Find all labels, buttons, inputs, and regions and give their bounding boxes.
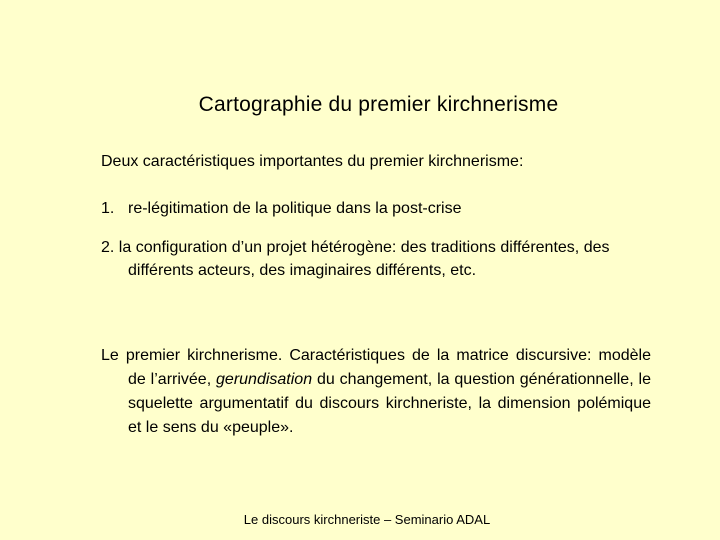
intro-text: Deux caractéristiques importantes du premier kirchnerisme:	[101, 153, 524, 170]
list-item-1-number: 1.	[101, 200, 115, 217]
paragraph-text-end: du changement, la question générationnelle, le squelette argumentatif du discours kirchneriste, la dimension polémique et le sens du «peuple».	[128, 371, 651, 436]
list-item-1-text: re-légitimation de la politique dans la post-crise	[128, 200, 462, 217]
slide-footer: Le discours kirchneriste – Seminario ADAL	[243, 512, 491, 527]
paragraph-text-start: Le premier kirchnerisme. Caractéristiques de la matrice discursive: modèle de l’arrivée,	[101, 347, 651, 388]
paragraph	[101, 344, 651, 440]
list-item-1	[101, 197, 651, 220]
paragraph-italic-term: gerundisation	[216, 371, 313, 388]
list-item-2: 2. la configuration d’un projet hétérogène: des traditions différentes, des différents acteurs, des imaginaires différents, etc.	[101, 239, 610, 279]
slide-title: Cartographie du premier kirchnerisme	[198, 93, 559, 116]
